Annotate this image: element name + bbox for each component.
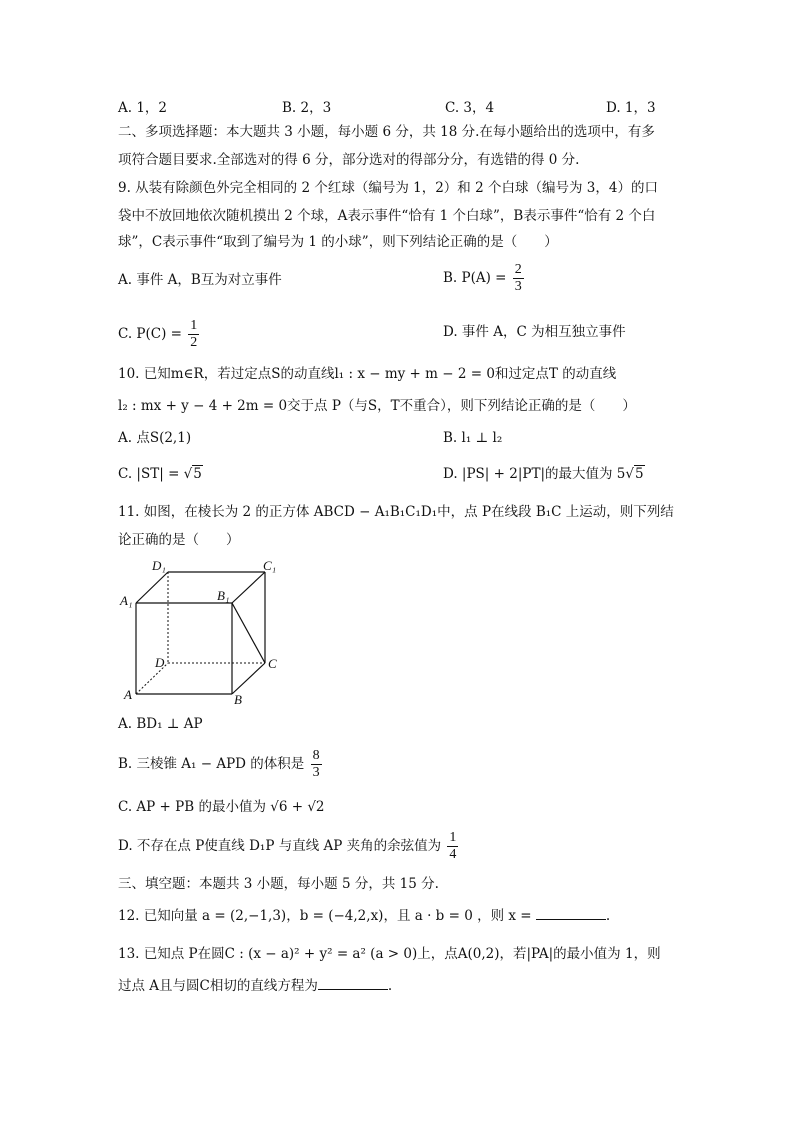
q10-stem-line1: 10. 已知m∈R，若过定点S的动直线l₁ : x − my + m − 2 = 0和过定点T 的动直线 xyxy=(118,366,617,382)
label-b: B xyxy=(234,692,242,707)
fraction-denominator: 3 xyxy=(312,765,320,780)
q9-option-b-fraction xyxy=(513,262,524,295)
radicand: 5 xyxy=(635,466,644,482)
q9-option-d: D. 事件 A，C 为相互独立事件 xyxy=(443,324,626,340)
q9-stem-line3: 球”，C表示事件“取到了编号为 1 的小球”，则下列结论正确的是（ ） xyxy=(118,234,558,250)
q9-option-b-prefix: B. P(A) = xyxy=(443,270,507,286)
q10-option-b: B. l₁ ⊥ l₂ xyxy=(443,430,503,446)
q10-option-d xyxy=(443,464,645,484)
q13-stem-line1: 13. 已知点 P在圆C : (x − a)² + y² = a² (a > 0)上，点A(0,2)，若|PA|的最小值为 1，则 xyxy=(118,946,661,962)
q11-option-d-fraction xyxy=(447,830,458,863)
q11-stem-line2: 论正确的是（ ） xyxy=(118,532,240,548)
q13-text: 过点 A且与圆C相切的直线方程为 xyxy=(118,978,318,994)
label-b1: B₁ xyxy=(217,588,230,603)
q11-option-c: C. AP + PB 的最小值为 √6 + √2 xyxy=(118,799,325,815)
q12-text: 12. 已知向量 a = (2,−1,3)，b = (−4,2,x)，且 a · b = 0 ，则 x = xyxy=(118,908,532,924)
q9-option-c-prefix: C. P(C) = xyxy=(118,326,182,342)
option-a: A. 1，2 xyxy=(118,100,168,116)
label-c1: C₁ xyxy=(263,558,277,573)
q11-option-b-prefix: B. 三棱锥 A₁ − APD 的体积是 xyxy=(118,756,305,772)
q9-option-a: A. 事件 A，B互为对立事件 xyxy=(118,272,282,288)
option-c: C. 3，4 xyxy=(445,100,495,116)
q10-option-a: A. 点S(2,1) xyxy=(118,430,192,446)
q9-stem-line2: 袋中不放回地依次随机摸出 2 个球，A表示事件“恰有 1 个白球”，B表示事件“恰有 2 个白 xyxy=(118,208,656,224)
label-d1: D₁ xyxy=(152,558,166,573)
cube-figure xyxy=(118,558,288,708)
edge-b1c1 xyxy=(232,572,265,603)
fraction-denominator: 3 xyxy=(514,279,522,294)
edge-bc xyxy=(232,663,265,694)
fraction-denominator: 2 xyxy=(190,335,198,350)
label-a: A xyxy=(124,687,132,702)
q11-option-a: A. BD₁ ⊥ AP xyxy=(118,716,203,732)
q12-period: . xyxy=(605,908,611,924)
answer-blank[interactable] xyxy=(318,977,388,990)
label-d: D xyxy=(155,655,165,670)
q11-option-b-fraction xyxy=(311,748,322,781)
section2-heading-line1: 二、多项选择题：本大题共 3 小题，每小题 6 分，共 18 分.在每小题给出的选项中，有多 xyxy=(118,124,655,140)
fraction-denominator: 4 xyxy=(449,847,457,862)
q10-option-c xyxy=(118,464,203,484)
section2-heading-line2: 项符合题目要求.全部选对的得 6 分，部分选对的得部分分，有选错的得 0 分. xyxy=(118,152,580,168)
fraction-numerator: 2 xyxy=(514,262,522,277)
label-c: C xyxy=(268,656,277,671)
q9-option-c-fraction xyxy=(188,318,199,351)
q11-stem-line1: 11. 如图，在棱长为 2 的正方体 ABCD − A₁B₁C₁D₁中，点 P在线段 B₁C 上运动，则下列结 xyxy=(118,504,674,520)
fraction-numerator: 1 xyxy=(449,830,457,845)
section3-heading: 三、填空题：本题共 3 小题，每小题 5 分，共 15 分. xyxy=(118,876,439,892)
fraction-numerator: 1 xyxy=(190,318,198,333)
q11-option-b xyxy=(118,748,324,781)
q10-option-c-prefix: C. |ST| = √ xyxy=(118,466,193,482)
q13-stem-line2 xyxy=(118,976,392,996)
segment-b1c xyxy=(232,603,265,663)
q10-stem-line2: l₂ : mx + y − 4 + 2m = 0交于点 P（与S，T不重合），则下列结论正确的是（ ） xyxy=(118,398,636,414)
q11-option-d xyxy=(118,830,460,863)
q9-stem-line1: 9. 从装有除颜色外完全相同的 2 个红球（编号为 1，2）和 2 个白球（编号为 3，4）的口 xyxy=(118,180,658,196)
option-b: B. 2，3 xyxy=(282,100,332,116)
q11-option-d-prefix: D. 不存在点 P使直线 D₁P 与直线 AP 夹角的余弦值为 xyxy=(118,838,442,854)
option-d: D. 1，3 xyxy=(606,100,656,116)
label-a1: A₁ xyxy=(120,593,133,608)
fraction-numerator: 8 xyxy=(312,748,320,763)
answer-blank[interactable] xyxy=(536,907,606,920)
q9-option-b xyxy=(443,262,526,295)
q13-period: . xyxy=(387,978,393,994)
radicand: 5 xyxy=(193,466,202,482)
q12-stem xyxy=(118,906,610,926)
edge-a1d1 xyxy=(136,572,168,603)
q9-option-c xyxy=(118,318,201,351)
q10-option-d-prefix: D. |PS| + 2|PT|的最大值为 5√ xyxy=(443,466,635,482)
